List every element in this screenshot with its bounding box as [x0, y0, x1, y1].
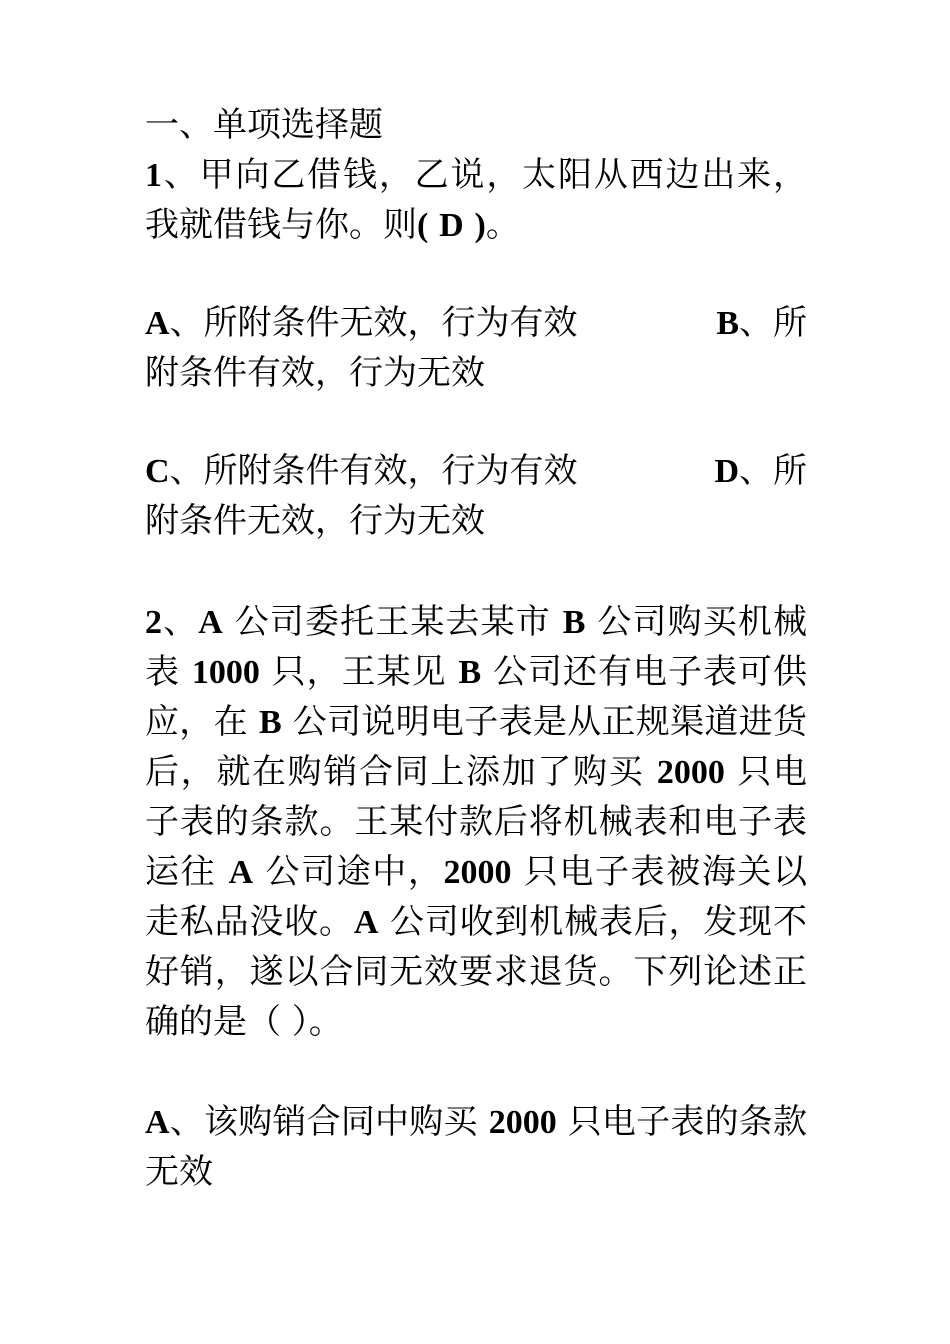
section-title: 一、单项选择题 — [145, 105, 383, 145]
q2-option-a-line-1: A、该购销合同中购买 2000 只电子表的条款 — [145, 1102, 807, 1142]
q1-option-d-start: D、所 — [714, 451, 807, 491]
q2-stem-line: 后，就在购销合同上添加了购买 2000 只电 — [145, 752, 807, 792]
q2-stem-line: 应，在 B 公司说明电子表是从正规渠道进货 — [145, 702, 807, 742]
q1-option-c-row — [145, 446, 807, 496]
q2-option-a-line-2: 无效 — [145, 1152, 213, 1192]
q2-stem-line: 走私品没收。A 公司收到机械表后，发现不 — [145, 902, 807, 942]
q2-stem-line: 2、A 公司委托王某去某市 B 公司购买机械 — [145, 602, 808, 642]
q2-stem-line: 确的是（ ）。 — [145, 1002, 343, 1042]
q1-stem-line-1: 1、甲向乙借钱，乙说，太阳从西边出来， — [145, 155, 807, 195]
q2-stem-line: 表 1000 只，王某见 B 公司还有电子表可供 — [145, 652, 807, 692]
q2-stem-line: 子表的条款。王某付款后将机械表和电子表 — [145, 802, 807, 842]
q1-option-d-rest: 附条件无效，行为无效 — [145, 501, 485, 541]
q1-option-c: C、所附条件有效，行为有效 — [145, 451, 578, 491]
q1-option-a: A、所附条件无效，行为有效 — [145, 303, 578, 343]
q2-stem-line: 运往 A 公司途中，2000 只电子表被海关以 — [145, 852, 807, 892]
q2-stem-line: 好销，遂以合同无效要求退货。下列论述正 — [145, 952, 807, 992]
q1-stem-line-2: 我就借钱与你。则( D )。 — [145, 205, 520, 245]
q1-option-a-row — [145, 298, 807, 348]
q1-option-b-start: B、所 — [716, 303, 807, 343]
q1-option-b-rest: 附条件有效，行为无效 — [145, 353, 485, 393]
